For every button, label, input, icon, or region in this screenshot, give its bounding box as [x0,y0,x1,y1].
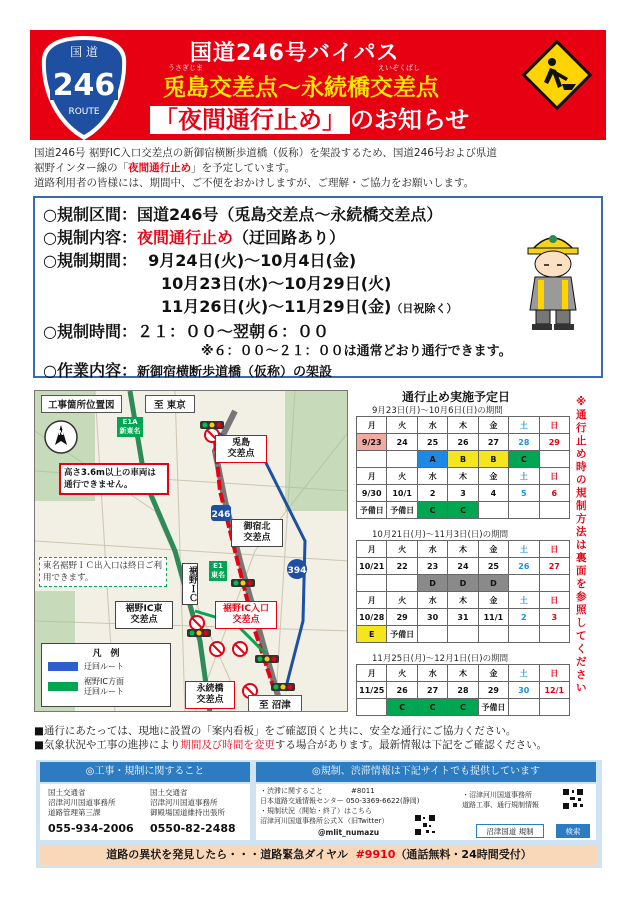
title-line-3 [150,100,469,135]
calendar-date-cell: 4 [478,485,508,502]
susono-ic-east-label: 裾野IC東 交差点 [115,601,173,629]
calendar-weekday-cell: 水 [417,417,447,434]
calendar-plan-cell: C [417,502,447,519]
legend-title: 凡 例 [92,649,120,659]
gotenba-kita-intersection-label: 御宿北 交差点 [231,519,283,547]
calendar-plan-cell [509,699,539,716]
location-map [34,390,348,712]
calendar-weekday-cell: 日 [539,592,569,609]
reg-content: ○規制内容：夜間通行止め（迂回路あり） [43,228,345,247]
calendar-plan-cell: C [387,699,417,716]
calendar-date-cell: 5 [509,485,539,502]
calendar-plan-cell [509,575,539,592]
calendar-date-cell: 29 [539,434,569,451]
calendar-date-cell: 3 [539,609,569,626]
footer-info-1: ・渋滞に関すること #8011 日本道路交通情報センター 050-3369-6622(静岡) ・規制状況（開始・終了）はこちら 沼津河川国道事務所公式Ｘ（旧Twitter） [260,787,420,825]
route-246-shield-icon [38,34,130,142]
route-shield-bottom: ROUTE [68,107,100,117]
calendar-plan-cell [539,502,569,519]
north-arrow-icon [43,419,79,455]
footer-org-2: 国土交通省 沼津河川国道事務所 御殿場国道維持出張所 [150,788,225,817]
calendar-date-cell: 23 [417,558,447,575]
calendar-weekday-cell: 土 [509,468,539,485]
emergency-dial-banner: 道路の異状を発見したら・・・道路緊急ダイヤル #9910（通話無料・24時間受付） [40,845,598,865]
reg-period-2: 10月23日(水)～10月29日(火) [161,274,392,293]
calendar-plan-cell: C [509,451,539,468]
road-work-sign-icon [520,38,594,112]
reg-period-3: 11月26日(火)～11月29日(金)（日祝除く） [161,297,458,316]
ruby-usagishima: うさぎじま [168,64,203,72]
calendar-table-3 [356,664,570,716]
legend-ic-swatch [48,682,78,691]
calendar-date-cell: 30 [417,609,447,626]
footer-search-button[interactable]: 検索 [556,824,590,838]
bowing-worker-icon [518,222,588,332]
reg-period: ○規制期間： 9月24日(火)～10月4日(金) [43,251,357,270]
calendar-date-cell: 10/21 [357,558,387,575]
notes [34,724,547,752]
calendar-period-3: 11月25日(月)～12月1日(日)の期間 [372,654,509,664]
calendar-date-cell: 25 [478,558,508,575]
calendar-plan-cell [509,502,539,519]
intro-line-2: 裾野インター線の「夜間通行止め」を予定しています。 [34,162,296,174]
calendar-weekday-cell: 日 [539,417,569,434]
ruby-eizokubashi: えいぞくばし [378,64,420,72]
calendar-plan-cell [357,451,387,468]
calendar-date-cell: 2 [509,609,539,626]
title-line-1: 国道246号バイパス [190,41,400,66]
calendar-weekday-cell: 月 [357,468,387,485]
calendar-weekday-cell: 日 [539,541,569,558]
footer-phone-1[interactable]: 055-934-2006 [48,822,134,835]
calendar-weekday-cell: 水 [417,665,447,682]
calendar-date-cell: 24 [448,558,478,575]
calendar-plan-cell [539,626,569,643]
calendar-weekday-cell: 金 [478,665,508,682]
footer-head-right: ◎規制、渋滞情報は下記サイトでも提供しています [256,762,596,782]
calendar-weekday-cell: 月 [357,592,387,609]
calendar-plan-cell [357,575,387,592]
footer-x-account[interactable]: @mlit_numazu [318,828,380,837]
calendar-weekday-cell: 月 [357,541,387,558]
calendar-weekday-cell: 火 [387,592,417,609]
height-warning-callout: 高さ3.6m以上の車両は通行できません。 [59,463,169,495]
calendar-plan-cell: C [448,699,478,716]
footer-phone-2[interactable]: 0550-82-2488 [150,822,236,835]
calendar-weekday-cell: 火 [387,665,417,682]
calendar-date-cell: 29 [478,682,508,699]
calendar-date-cell: 2 [417,485,447,502]
calendar-plan-cell [478,626,508,643]
calendar-date-cell: 27 [478,434,508,451]
map-title: 工事箇所位置図 [41,395,122,413]
note-line-2: ■気象状況や工事の進捗により期間及び時間を変更する場合があります。最新情報は下記をご確認ください。 [34,739,548,751]
calendar-date-cell: 11/1 [478,609,508,626]
calendar-weekday-cell: 木 [448,468,478,485]
route-shield-number: 246 [52,68,116,103]
calendar-plan-cell: C [448,502,478,519]
calendar-plan-cell: 予備日 [387,502,417,519]
title-highlight: 「夜間通行止め」 [150,106,350,134]
calendar-date-cell: 26 [387,682,417,699]
calendar-plan-cell: 予備日 [478,699,508,716]
calendar-date-cell: 9/30 [357,485,387,502]
title-rest: のお知らせ [350,106,470,134]
susono-ic-entrance-label: 裾野IC入口 交差点 [215,601,277,629]
office-qr-code-icon[interactable] [562,788,584,810]
calendar-weekday-cell: 金 [478,541,508,558]
calendar-date-cell: 29 [387,609,417,626]
calendar-date-cell: 22 [387,558,417,575]
calendar-date-cell: 24 [387,434,417,451]
reg-time-note: ※６：００～２１：００は通常どおり通行できます。 [201,344,512,359]
map-to-tokyo: 至 東京 [145,395,195,413]
intro-highlight: 夜間通行止め [128,162,192,174]
legend-detour-swatch [48,662,78,671]
calendar-weekday-cell: 月 [357,665,387,682]
calendar-weekday-cell: 木 [448,665,478,682]
calendar-plan-cell [539,451,569,468]
calendar-title: 通行止め実施予定日 [402,390,511,404]
calendar-weekday-cell: 金 [478,468,508,485]
calendar-date-cell: 30 [509,682,539,699]
susono-ic-label: 裾野ＩＣ [182,563,198,605]
calendar-plan-cell: 予備日 [387,626,417,643]
route-shield-top: 国 道 [70,45,98,59]
intro-line-3: 道路利用者の皆様には、期間中、ご不便をおかけしますが、ご理解・ご協力をお願いします。 [34,177,475,189]
route-394-label: 394 [287,566,307,576]
calendar-plan-cell: E [357,626,387,643]
legend-ic-label: 裾野IC方面 迂回ルート [84,677,124,696]
calendar-date-cell: 27 [417,682,447,699]
susono-ic-note: 東名裾野ＩＣ出入口は終日ご利用できます。 [39,557,167,587]
calendar-date-cell: 11/25 [357,682,387,699]
calendar-weekday-cell: 日 [539,665,570,682]
calendar-weekday-cell: 土 [509,592,539,609]
calendar-weekday-cell: 土 [509,541,539,558]
footer-head-left: ◎工事・規制に関すること [40,762,250,782]
calendar-period-2: 10月21日(月)～11月3日(日)の期間 [372,530,509,540]
calendar-date-cell: 27 [539,558,569,575]
calendar-weekday-cell: 火 [387,417,417,434]
calendar-date-cell: 25 [417,434,447,451]
calendar-date-cell: 10/28 [357,609,387,626]
footer-info-2: ・沼津河川国道事務所 道路工事、通行規制情報 [462,791,539,809]
calendar-plan-cell: B [448,451,478,468]
calendar-weekday-cell: 土 [509,665,539,682]
expressway-e1a-badge: E1A 新東名 [117,417,143,437]
calendar-date-cell: 12/1 [539,682,570,699]
emergency-number[interactable]: #9910 [355,848,396,861]
calendar-weekday-cell: 火 [387,541,417,558]
footer-org-1: 国土交通省 沼津河川国道事務所 道路管理第三課 [48,788,116,817]
calendar-weekday-cell: 木 [448,541,478,558]
calendar-date-cell: 31 [448,609,478,626]
legend-detour-label: 迂回ルート [84,662,124,671]
intro-line-1: 国道246号 裾野IC入口交差点の新御宿横断歩道橋（仮称）を架設するため、国道246号および県道 [34,147,497,159]
calendar-plan-cell: C [417,699,447,716]
calendar-plan-cell: D [417,575,447,592]
calendar-plan-cell: A [417,451,447,468]
calendar-date-cell: 26 [509,558,539,575]
calendar-weekday-cell: 水 [417,468,447,485]
calendar-vertical-note: ※通行止め時の規制方法は裏面を参照してください [576,396,587,694]
calendar-plan-cell [539,699,570,716]
eizokubashi-intersection-label: 永続橋 交差点 [185,681,235,709]
calendar-plan-cell: D [478,575,508,592]
calendar-table-2 [356,540,570,643]
calendar-plan-cell: B [478,451,508,468]
reg-work: ○作業内容：新御宿横断歩道橋（仮称）の架設 [43,361,332,380]
expressway-e1-badge: E1 東名 [211,562,225,579]
calendar-plan-cell: 予備日 [357,502,387,519]
svg-text:N: N [58,429,64,437]
calendar-plan-cell [357,699,387,716]
calendar-date-cell: 3 [448,485,478,502]
map-legend [41,643,171,707]
calendar-weekday-cell: 水 [417,592,447,609]
calendar-plan-cell [478,502,508,519]
calendar-date-cell: 9/23 [357,434,387,451]
calendar-table-1 [356,416,570,519]
calendar-plan-cell [509,626,539,643]
route-246-label: 246 [211,510,231,520]
calendar-weekday-cell: 火 [387,468,417,485]
calendar-date-cell: 6 [539,485,569,502]
calendar-plan-cell [539,575,569,592]
calendar-plan-cell [387,451,417,468]
calendar-plan-cell [387,575,417,592]
note-line-1: ■通行にあたっては、現地に設置の「案内看板」をご確認頂くと共に、安全な通行にご協力ください。 [34,725,517,737]
calendar-date-cell: 28 [448,682,478,699]
calendar-weekday-cell: 水 [417,541,447,558]
calendar-plan-cell [448,626,478,643]
calendar-weekday-cell: 木 [448,592,478,609]
calendar-plan-cell: D [448,575,478,592]
footer-search-term[interactable]: 沼津国道 規制 [476,824,544,838]
calendar-plan-cell [417,626,447,643]
calendar-date-cell: 10/1 [387,485,417,502]
usagishima-intersection-label: 兎島 交差点 [215,435,267,463]
calendar-date-cell: 28 [509,434,539,451]
calendar-weekday-cell: 土 [509,417,539,434]
calendar-weekday-cell: 金 [478,592,508,609]
title-line-2: 兎島交差点～永続橋交差点 [163,75,439,101]
calendar-period-1: 9月23日(月)～10月6日(日)の期間 [372,406,503,416]
calendar-weekday-cell: 木 [448,417,478,434]
intro-text [34,146,614,191]
reg-time: ○規制時間：２１：００～翌朝６：００ [43,322,329,341]
calendar-weekday-cell: 月 [357,417,387,434]
calendar-weekday-cell: 日 [539,468,569,485]
x-qr-code-icon[interactable] [414,814,436,836]
calendar-weekday-cell: 金 [478,417,508,434]
calendar-date-cell: 26 [448,434,478,451]
reg-section: ○規制区間：国道246号（兎島交差点～永続橋交差点） [43,205,443,224]
map-to-numazu: 至 沼津 [248,695,302,712]
